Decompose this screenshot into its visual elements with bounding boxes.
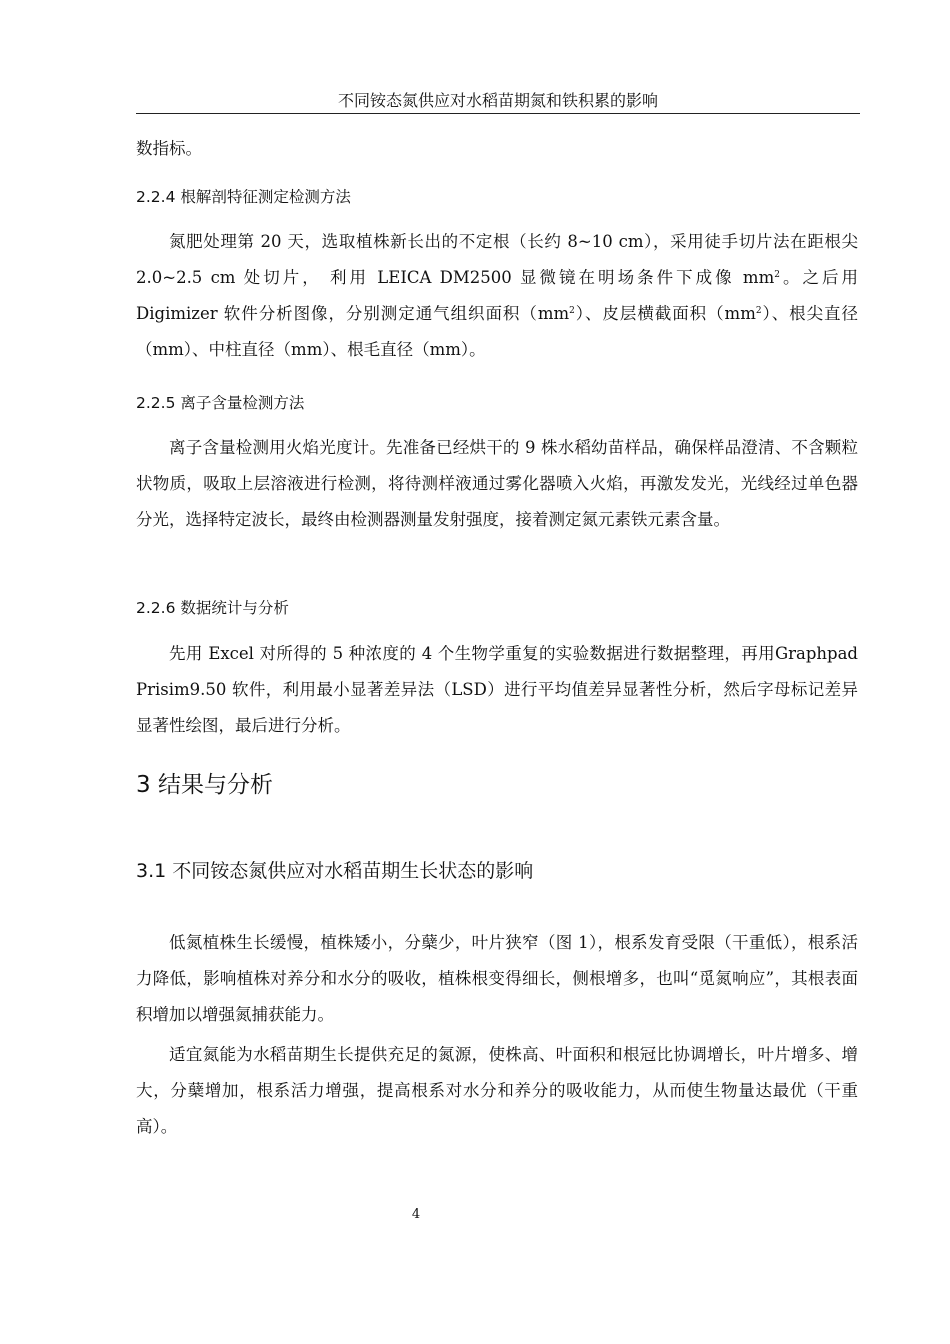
superscript: 2 — [774, 270, 780, 280]
paragraph-2-2-6: 先用 Excel 对所得的 5 种浓度的 4 个生物学重复的实验数据进行数据整理，再用Graphpad Prisim9.50 软件，利用最小显著差异法（LSD）进行平均值差异显著性分析，然后字母标记差异显著性绘图，最后进行分析。 — [136, 644, 858, 735]
heading-2-2-4: 2.2.4 根解剖特征测定检测方法 — [136, 188, 351, 206]
header-rule — [136, 113, 860, 114]
heading-2-2-6: 2.2.6 数据统计与分析 — [136, 599, 289, 617]
paragraph-2-2-5: 离子含量检测用火焰光度计。先准备已经烘干的 9 株水稻幼苗样品，确保样品澄清、不含颗粒状物质，吸取上层溶液进行检测，将待测样液通过雾化器喷入火焰，再激发发光，光线经过单色器分光，选择特定波长，最终由检测器测量发射强度，接着测定氮元素铁元素含量。 — [136, 438, 858, 529]
superscript: 2 — [569, 306, 575, 316]
superscript: 2 — [755, 306, 762, 316]
paragraph-text: ）、根尖直径（mm）、中柱直径（mm）、根毛直径（mm）。 — [136, 304, 858, 359]
continuation-text: 数指标。 — [136, 139, 202, 158]
paragraph-text: ）、皮层横截面积（mm — [574, 304, 756, 323]
paragraph-3-1-a: 低氮植株生长缓慢，植株矮小，分蘖少，叶片狭窄（图 1），根系发育受限（干重低），根系活力降低，影响植株对养分和水分的吸收，植株根变得细长，侧根增多，也叫“觅氮响应”，其根表面积增加以增强氮捕获能力。 — [136, 933, 858, 1024]
running-header: 不同铵态氮供应对水稻苗期氮和铁积累的影响 — [337, 91, 658, 110]
page-number: 4 — [411, 1207, 421, 1222]
paragraph-text: 。之后用 Digimizer 软件分析图像，分别测定通气组织面积（mm — [136, 268, 859, 323]
paragraph-3-1-b: 适宜氮能为水稻苗期生长提供充足的氮源，使株高、叶面积和根冠比协调增长，叶片增多、增大，分蘖增加，根系活力增强，提高根系对水分和养分的吸收能力，从而使生物量达最优（干重高）。 — [136, 1045, 858, 1136]
heading-2-2-5: 2.2.5 离子含量检测方法 — [136, 394, 305, 412]
heading-3-1: 3.1 不同铵态氮供应对水稻苗期生长状态的影响 — [136, 860, 534, 882]
heading-chapter-3: 3 结果与分析 — [136, 772, 273, 798]
paragraph-2-2-4 — [136, 224, 858, 368]
paragraph-text: 氮肥处理第 20 天，选取植株新长出的不定根（长约 8~10 cm），采用徒手切片法在距根尖 2.0~2.5 cm 处切片， 利用 LEICA DM2500 显微镜在明场条件下成像 mm — [136, 232, 858, 287]
